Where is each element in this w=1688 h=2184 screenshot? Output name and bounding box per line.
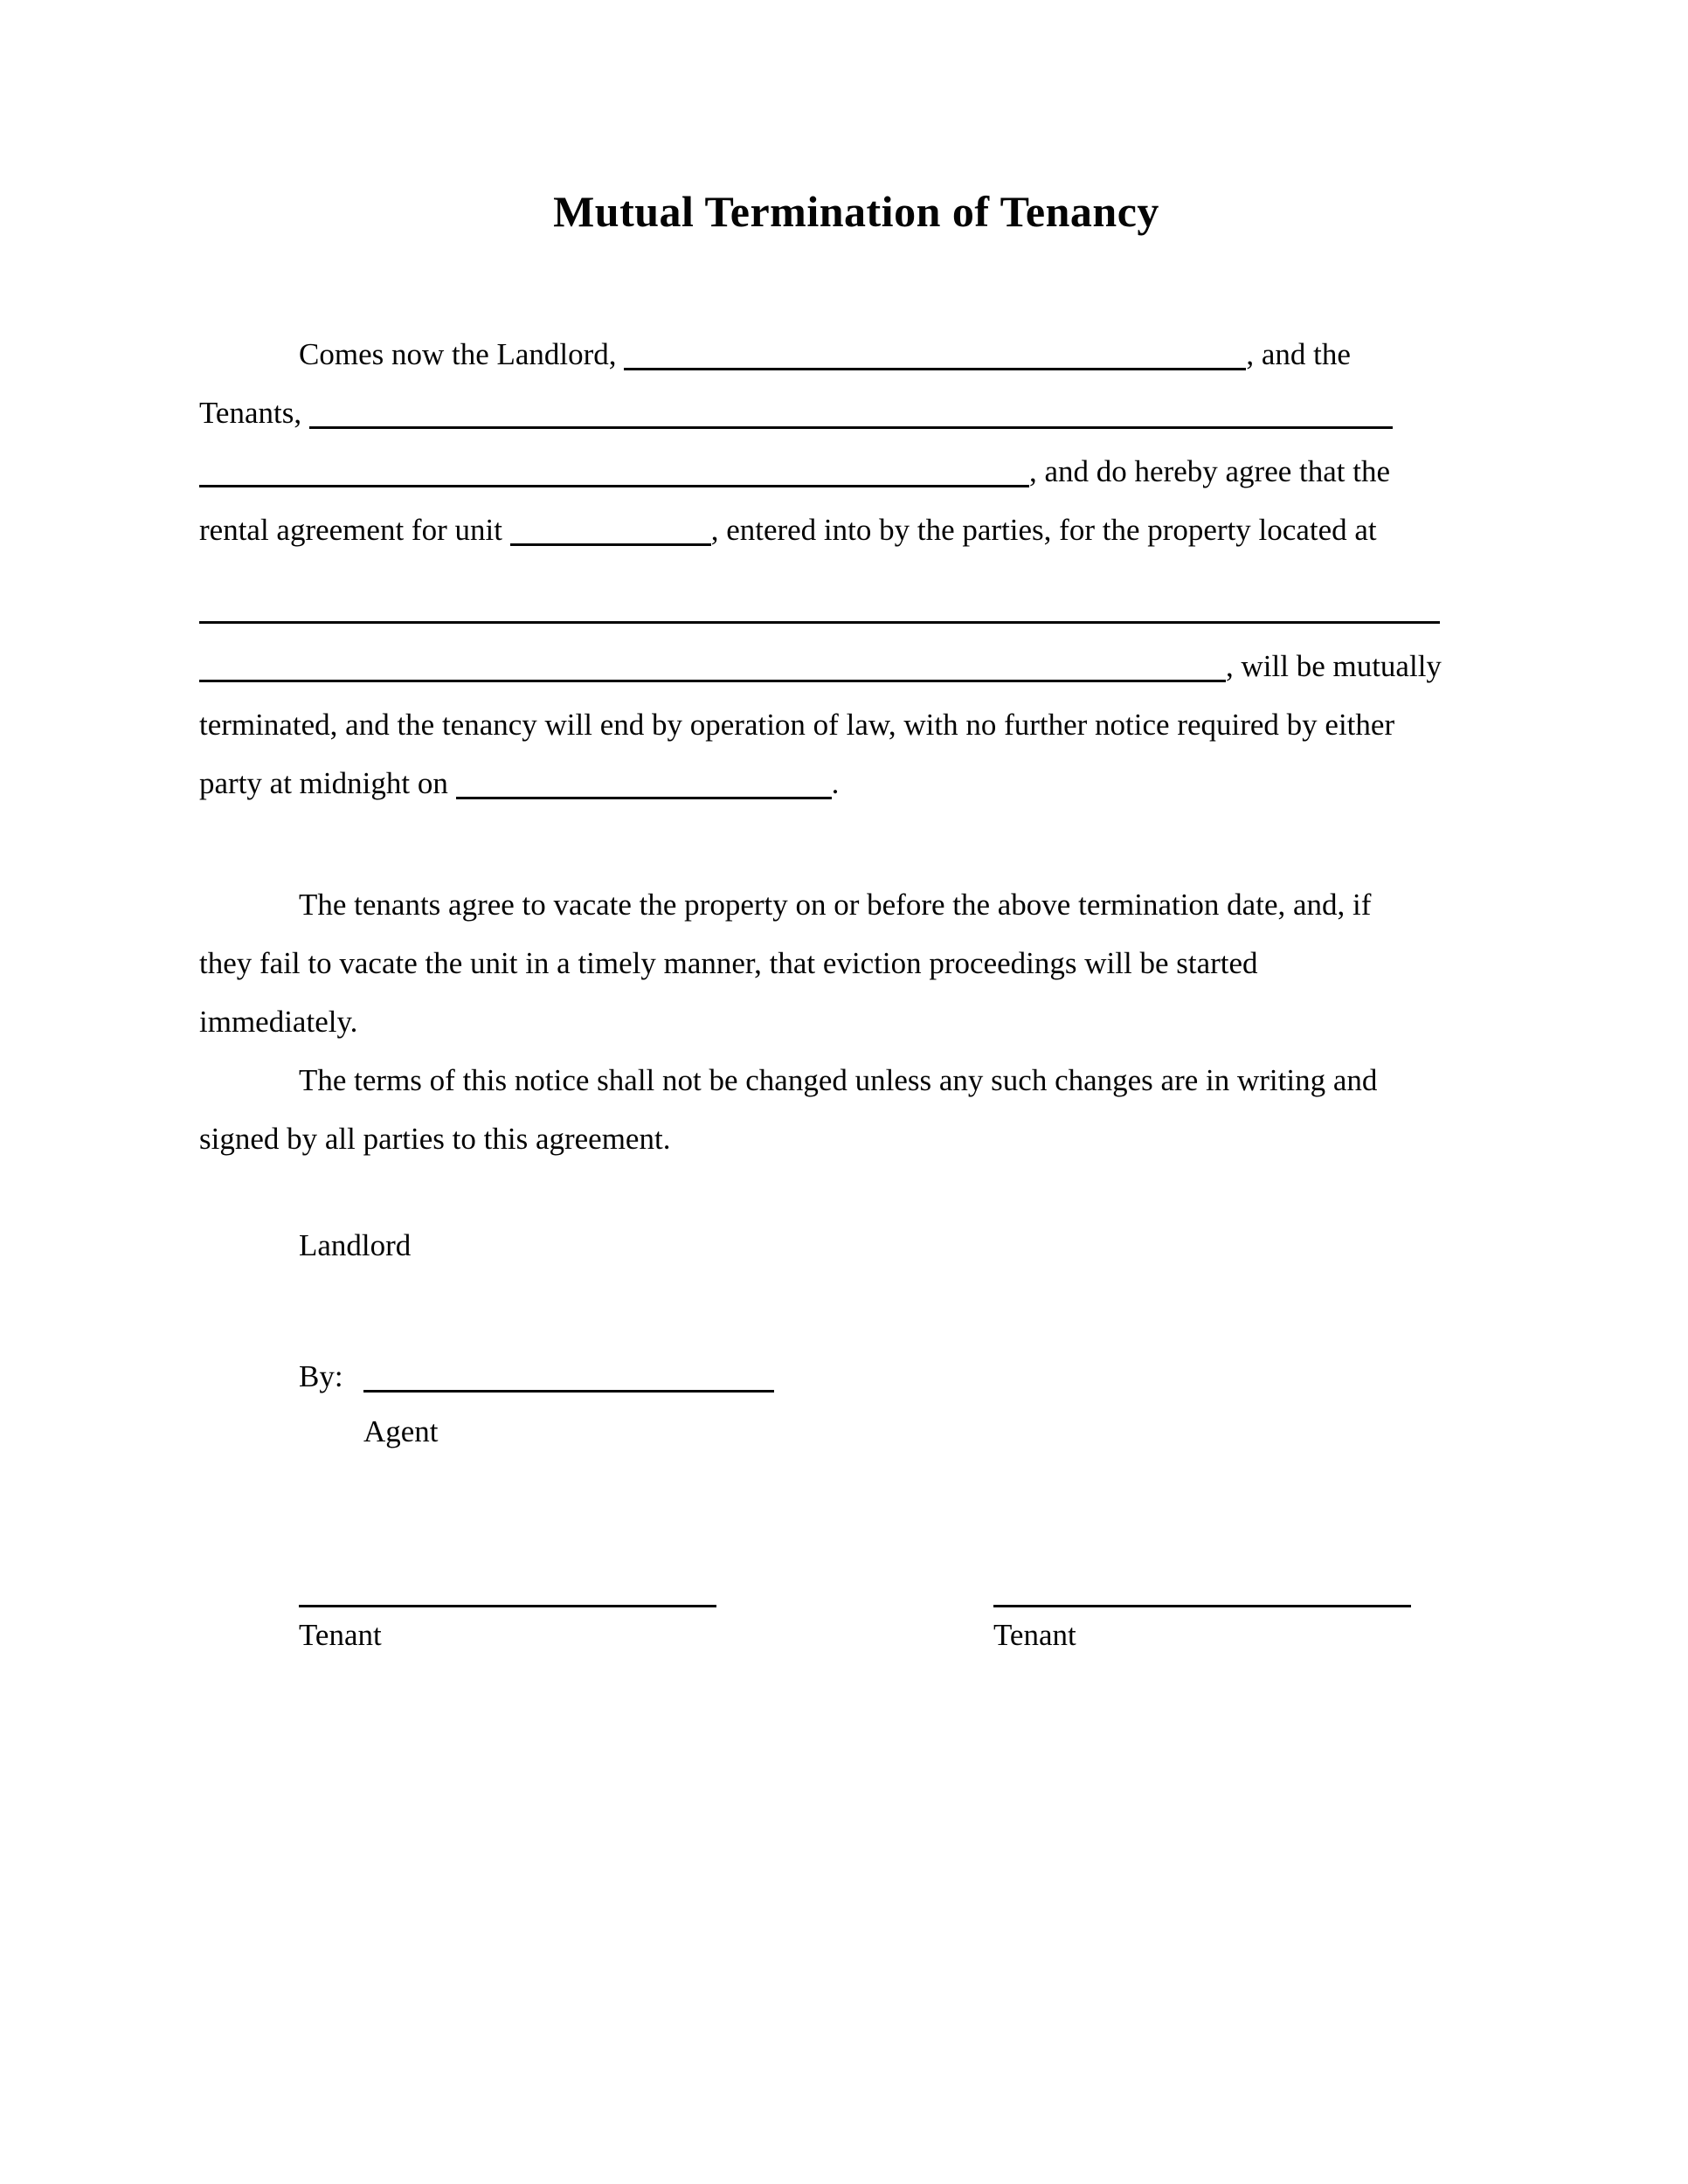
tenant-signature-col-1	[299, 1605, 716, 1663]
agree-text: , and do hereby agree that the	[1029, 454, 1391, 488]
form-line-terminated: terminated, and the tenancy will end by operation of law, with no further notice required by either	[199, 708, 1395, 742]
document-title: Mutual Termination of Tenancy	[553, 187, 1159, 236]
form-line-landlord	[199, 325, 1513, 384]
landlord-section-label: Landlord	[299, 1228, 412, 1262]
vacate-paragraph	[199, 875, 1513, 1051]
midnight-text: party at midnight on	[199, 766, 448, 800]
unit-tail-text: , entered into by the parties, for the property located at	[710, 513, 1377, 547]
form-line-address-1	[199, 578, 1513, 637]
agent-label: Agent	[363, 1414, 439, 1448]
terms-line-2: signed by all parties to this agreement.	[199, 1122, 671, 1156]
termination-date-blank[interactable]	[456, 797, 832, 799]
vacate-line-1: The tenants agree to vacate the property on or before the above termination date, and, if	[299, 888, 1372, 922]
form-line-tenants-continued	[199, 442, 1513, 501]
tenants-label-text: Tenants,	[199, 396, 302, 430]
form-line-unit	[199, 501, 1513, 559]
vacate-line-2: they fail to vacate the unit in a timely manner, that eviction proceedings will be started	[199, 946, 1258, 980]
terms-line-1: The terms of this notice shall not be changed unless any such changes are in writing and	[299, 1063, 1378, 1097]
landlord-name-blank[interactable]	[624, 368, 1246, 370]
landlord-intro-tail: , and the	[1246, 337, 1351, 371]
tenant1-label: Tenant	[299, 1618, 382, 1652]
form-line-tenants	[199, 384, 1513, 442]
form-line-address-2	[199, 637, 1513, 695]
property-address-blank-2[interactable]	[199, 680, 1226, 682]
mutually-text: , will be mutually	[1226, 649, 1442, 683]
signature-block	[199, 1216, 1513, 1663]
by-signature-row	[199, 1347, 1513, 1406]
terms-paragraph	[199, 1051, 1513, 1168]
sentence-period: .	[831, 766, 840, 800]
tenant-names-blank-2[interactable]	[199, 485, 1029, 487]
property-address-blank-1[interactable]	[199, 621, 1440, 624]
unit-number-blank[interactable]	[510, 543, 711, 546]
tenant2-label: Tenant	[993, 1618, 1076, 1652]
agent-signature-blank[interactable]	[363, 1390, 774, 1393]
by-label: By:	[299, 1359, 343, 1393]
opening-paragraph	[199, 325, 1513, 812]
tenant-names-blank-1[interactable]	[309, 426, 1393, 429]
landlord-intro-text: Comes now the Landlord,	[299, 337, 617, 371]
form-line-termination-date	[199, 754, 1513, 812]
tenant-signature-col-2	[993, 1605, 1411, 1663]
vacate-line-3: immediately.	[199, 1005, 358, 1039]
unit-intro-text: rental agreement for unit	[199, 513, 502, 547]
tenant-signature-row	[199, 1605, 1513, 1663]
